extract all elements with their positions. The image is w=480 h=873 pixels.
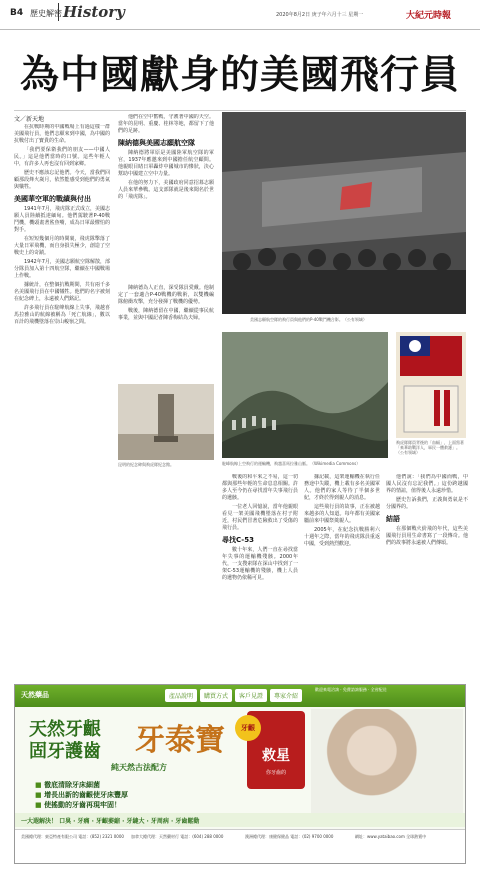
subheading: 陳納德與美國志願航空隊: [118, 139, 195, 147]
product-box-sub: 你牙齒的: [265, 770, 286, 776]
photo-caption: 駝峰航線上空飛行的運輸機，飛越喜馬拉雅山脈。（Wikimedia Commons）: [222, 461, 361, 466]
paragraph: 陳納德將軍原是美國陸軍航空隊的軍官，1937年應邀來到中國擔任航空顧問。他親眼目睹日軍轟炸中國城市的慘狀，決心幫助中國建立空中力量。: [118, 150, 214, 177]
paragraph: 陳納德為人正直，深受隊員愛戴。他制定了一套適合P-40戰機的戰術，以雙機編隊俯衝攻擊，充分發揮了戰機的優勢。: [118, 285, 214, 305]
paragraph: 在他的努力下，美國政府同意招募志願人員來華參戰。這支部隊就是後來聞名於世的「飛虎隊」。: [118, 180, 214, 200]
section-label: 歷史解密: [30, 9, 62, 18]
ad-tab[interactable]: 客戶見證: [235, 689, 267, 702]
paragraph: 在抗戰時期的中國戰場上有過這樣一群美國飛行員，他們志願來到中國，為中國的抗戰付出了寶貴的生命。: [14, 124, 110, 144]
paragraph: 據記載，這架運輸機在執行任務途中失蹤，機上載有多名美國軍人。他們的家人等待了半個多世紀，才終於得到親人的消息。: [304, 474, 380, 501]
ad-website[interactable]: 網址：www.yataibao.com 全球熱賣中: [355, 834, 427, 839]
ad-top-text: 歡迎來電洽詢 · 免費諮詢服務 · 全省配送: [315, 687, 387, 692]
ad-solutions-bar: 一大遐解決！ 口臭 · 牙痛 · 牙齦萎縮 · 牙縫大 · 牙周病 · 牙齒鬆動: [15, 813, 466, 827]
article-column-4: [304, 474, 380, 676]
subheading: 美國華空軍的戰績與付出: [14, 195, 91, 203]
ad-contact: 美國總代理：東亞特產有限公司 電話：(852) 2321 0000: [21, 834, 124, 839]
ad-logo: 天然藥品: [21, 691, 49, 699]
ad-tabs: [165, 689, 302, 702]
paragraph: 歷史告訴我們，正義與勇氣是不分國界的。: [386, 497, 468, 510]
dateline: 2020年8月2日 庚子年六月十三 星期一: [276, 12, 364, 18]
ad-slogan-2: 固牙護齒: [29, 741, 101, 762]
photo-memorial: [118, 384, 214, 460]
photo-blood-chit: [396, 332, 466, 438]
paragraph: 他們說：「我們為中國而戰，中國人民沒有忘記我們。」這份跨越國界的情誼，值得後人永遠珍惜。: [386, 474, 468, 494]
advertisement[interactable]: [14, 684, 466, 864]
paragraph: 數十年來，人們一直在尋找當年失事的運輸機殘骸。2000年代，一支搜索隊在深山中找到了一架C-53運輸機的殘骸，機上人員的遺物仍依稀可見。: [222, 547, 298, 581]
ad-tab[interactable]: 購買方式: [200, 689, 232, 702]
article-column-5: [386, 474, 468, 676]
ad-contact-footer: [15, 829, 466, 864]
paragraph: 一位老人回憶說，當年他親眼看見一架美國飛機墜落在村子附近，村民們冒著危險救出了受傷的飛行員。: [222, 504, 298, 531]
ad-tab[interactable]: 產品說明: [165, 689, 197, 702]
ad-contact: 澳洲總代理：康健保健品 電話：(02) 9700 0000: [245, 834, 334, 839]
newspaper-name: 大紀元時報: [406, 11, 452, 21]
ad-bullet: ■ 使搖動的牙齒再現牢固！: [35, 800, 128, 810]
article-column-1: [14, 124, 110, 676]
ad-tagline: 純天然古法配方: [111, 763, 167, 772]
paragraph: 他們在空中奮戰，守護著中國的天空。當年的昆明、重慶、桂林等地，都留下了他們的足跡。: [118, 114, 214, 134]
section-title: History: [58, 3, 125, 21]
paragraph: 許多飛行員在駝峰航線上失事，飛越喜馬拉雅山的航線被稱為「死亡航線」，數以百計的飛機墜落在崇山峻嶺之間。: [14, 305, 110, 325]
paragraph: 在短短幾個月的時間裏，飛虎隊擊落了大量日軍飛機，而自身損失極少，創造了空戰史上的奇蹟。: [14, 236, 110, 256]
divider: [14, 110, 466, 111]
ad-photo-couple: [311, 709, 463, 813]
paragraph: 這些飛行員的故事，正在被越來越多的人知道。每年都有美國家屬前來中國祭奠親人。: [304, 504, 380, 524]
paragraph: 戰後的和平來之不易，這一切都與那些年輕的生命息息相關。許多人至今仍在尋找當年失事飛行員的遺骸。: [222, 474, 298, 501]
ad-bullet-list: [35, 780, 128, 810]
ad-brand-name: 牙泰寶: [135, 723, 225, 758]
byline: 文／新天地: [14, 116, 45, 123]
paragraph: 「我們要保衛我們的朋友——中國人民。」這是他們當時的口號。這些年輕人中，有許多人再也沒有回到家鄉。: [14, 147, 110, 167]
paragraph: 歷史不應該忘記他們。今天，當我們回顧那段烽火歲月，依然能感受到他們的勇氣與犧牲。: [14, 170, 110, 190]
flag-chit-image: [396, 332, 466, 438]
ad-bullet: ■ 徹底清除牙床細菌: [35, 780, 128, 790]
headline: 為中國獻身的美國飛行員: [19, 52, 460, 98]
memorial-photo-image: [118, 384, 214, 460]
page-number: B4: [10, 8, 24, 18]
paragraph: 據統計，在整個抗戰期間，共有兩千多名美國飛行員在中國犧牲。他們的名字被刻在紀念碑上，永遠被人們銘記。: [14, 282, 110, 302]
photo-mountains: [222, 332, 388, 458]
photo-caption: 飛虎隊隊員背後的「血幅」，上面寫著「來華助戰洋人，軍民一體救護」。（公有領域）: [396, 440, 464, 455]
paragraph: 戰後，陳納德留在中國，繼續從事民航事業，並與中國記者陳香梅結為夫婦。: [118, 308, 214, 321]
ad-bullet: ■ 增長出新的齒齦使牙床豐厚: [35, 790, 128, 800]
product-box-title: 救星: [262, 748, 290, 764]
ad-badge: 牙齦: [235, 715, 261, 741]
paragraph: 在那個戰火紛飛的年代，這些美國飛行員用生命書寫了一段傳奇。他們的故事將永遠被人們傳頌。: [386, 526, 468, 546]
mountain-photo-image: [222, 332, 388, 458]
ad-header-bar: [15, 685, 466, 707]
pilots-photo-image: [222, 112, 466, 314]
masthead: [0, 0, 480, 30]
photo-caption: 昆明的紀念碑與飛虎隊紀念館。: [118, 462, 174, 467]
subheading: 結語: [386, 515, 400, 523]
subheading: 尋找C-53: [222, 536, 254, 544]
ad-contact: 加拿大總代理：天然藥材行 電話：(604) 288 0000: [131, 834, 224, 839]
photo-pilots: [222, 112, 466, 314]
article-column-3: [222, 474, 298, 676]
paragraph: 1941年7月，飛虎隊正式成立，美國志願人員陸續抵達緬甸。他們駕駛著P-40戰鬥機，機頭畫著鯊魚嘴，成為日軍最懼怕的對手。: [14, 206, 110, 233]
paragraph: 2005年，在紀念抗戰勝利六十週年之際，當年的飛虎隊員重返中國，受到熱烈歡迎。: [304, 527, 380, 547]
ad-slogan-1: 天然牙齦: [29, 719, 101, 740]
paragraph: 1942年7月，美國志願航空隊解散，部分隊員加入第十四航空隊，繼續在中國戰場上作戰。: [14, 259, 110, 279]
photo-caption: 美國志願航空隊的飛行員與他們的P-40戰鬥機合影。（公有領域）: [250, 317, 367, 322]
ad-tab[interactable]: 專家介紹: [270, 689, 302, 702]
